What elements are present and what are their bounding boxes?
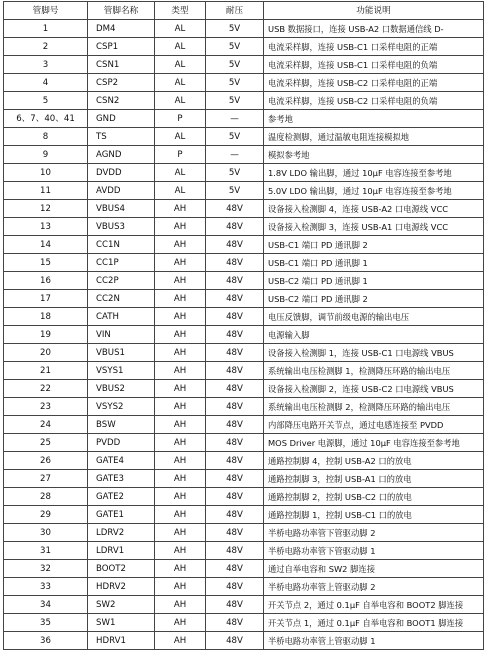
description-cell: 开关节点 2，通过 0.1μF 自举电容和 BOOT2 脚连接 xyxy=(264,596,484,614)
pin-number-cell: 19 xyxy=(4,326,88,344)
pin-type-cell: P xyxy=(155,146,206,164)
voltage-rating-cell: 48V xyxy=(206,362,264,380)
table-row xyxy=(4,254,484,272)
pin-number-cell: 12 xyxy=(4,200,88,218)
description-cell: MOS Driver 电源脚，通过 10μF 电容连接至参考地 xyxy=(264,434,484,452)
pin-name-cell: VBUS4 xyxy=(88,200,155,218)
pin-type-cell: AH xyxy=(155,308,206,326)
header-description: 功能说明 xyxy=(264,2,484,20)
table-row xyxy=(4,434,484,452)
description-cell: 模拟参考地 xyxy=(264,146,484,164)
table-row xyxy=(4,290,484,308)
table-row xyxy=(4,632,484,650)
table-row xyxy=(4,308,484,326)
voltage-rating-cell: 48V xyxy=(206,326,264,344)
pin-name-cell: BSW xyxy=(88,416,155,434)
voltage-rating-cell: 48V xyxy=(206,236,264,254)
voltage-rating-cell: 48V xyxy=(206,560,264,578)
pin-type-cell: AH xyxy=(155,506,206,524)
pin-name-cell: VBUS2 xyxy=(88,380,155,398)
table-row xyxy=(4,92,484,110)
pin-number-cell: 3 xyxy=(4,56,88,74)
description-cell: 通过自举电容和 SW2 脚连接 xyxy=(264,560,484,578)
table-row xyxy=(4,200,484,218)
pin-type-cell: AL xyxy=(155,164,206,182)
description-cell: 通路控制脚 3，控制 USB-A1 口的放电 xyxy=(264,470,484,488)
voltage-rating-cell: 48V xyxy=(206,632,264,650)
voltage-rating-cell: 48V xyxy=(206,344,264,362)
voltage-rating-cell: 5V xyxy=(206,74,264,92)
pin-type-cell: AL xyxy=(155,74,206,92)
pin-name-cell: GATE3 xyxy=(88,470,155,488)
pin-type-cell: AL xyxy=(155,128,206,146)
pin-name-cell: DVDD xyxy=(88,164,155,182)
description-cell: USB-C2 端口 PD 通讯脚 2 xyxy=(264,290,484,308)
table-row xyxy=(4,560,484,578)
description-cell: 参考地 xyxy=(264,110,484,128)
voltage-rating-cell: 48V xyxy=(206,380,264,398)
description-cell: USB-C1 端口 PD 通讯脚 2 xyxy=(264,236,484,254)
pin-number-cell: 36 xyxy=(4,632,88,650)
pin-name-cell: LDRV2 xyxy=(88,524,155,542)
voltage-rating-cell: 5V xyxy=(206,164,264,182)
pin-type-cell: AH xyxy=(155,434,206,452)
table-row xyxy=(4,542,484,560)
description-cell: 通路控制脚 1，控制 USB-C1 口的放电 xyxy=(264,506,484,524)
pin-number-cell: 1 xyxy=(4,20,88,38)
table-row xyxy=(4,488,484,506)
pin-number-cell: 9 xyxy=(4,146,88,164)
voltage-rating-cell: 5V xyxy=(206,20,264,38)
pin-name-cell: HDRV2 xyxy=(88,578,155,596)
pin-type-cell: AH xyxy=(155,380,206,398)
pin-name-cell: CC2N xyxy=(88,290,155,308)
pin-number-cell: 13 xyxy=(4,218,88,236)
table-row xyxy=(4,578,484,596)
voltage-rating-cell: 48V xyxy=(206,218,264,236)
pin-type-cell: AH xyxy=(155,398,206,416)
pin-name-cell: TS xyxy=(88,128,155,146)
description-cell: 电源输入脚 xyxy=(264,326,484,344)
pin-number-cell: 33 xyxy=(4,578,88,596)
voltage-rating-cell: 48V xyxy=(206,542,264,560)
pin-number-cell: 26 xyxy=(4,452,88,470)
pin-function-table xyxy=(3,1,484,650)
voltage-rating-cell: — xyxy=(206,146,264,164)
table-row xyxy=(4,416,484,434)
pin-number-cell: 5 xyxy=(4,92,88,110)
pin-number-cell: 35 xyxy=(4,614,88,632)
pin-type-cell: P xyxy=(155,110,206,128)
description-cell: 通路控制脚 2，控制 USB-C2 口的放电 xyxy=(264,488,484,506)
description-cell: 5.0V LDO 输出脚，通过 10μF 电容连接至参考地 xyxy=(264,182,484,200)
pin-type-cell: AH xyxy=(155,416,206,434)
table-row xyxy=(4,218,484,236)
pin-number-cell: 14 xyxy=(4,236,88,254)
pin-name-cell: VBUS3 xyxy=(88,218,155,236)
description-cell: 电流采样脚，连接 USB-C1 口采样电阻的负端 xyxy=(264,56,484,74)
pin-number-cell: 34 xyxy=(4,596,88,614)
pin-number-cell: 31 xyxy=(4,542,88,560)
pin-number-cell: 25 xyxy=(4,434,88,452)
pin-type-cell: AH xyxy=(155,254,206,272)
pin-type-cell: AH xyxy=(155,344,206,362)
pin-name-cell: AGND xyxy=(88,146,155,164)
pin-number-cell: 8 xyxy=(4,128,88,146)
voltage-rating-cell: 48V xyxy=(206,470,264,488)
pin-number-cell: 23 xyxy=(4,398,88,416)
description-cell: USB-C1 端口 PD 通讯脚 1 xyxy=(264,254,484,272)
description-cell: USB-C2 端口 PD 通讯脚 1 xyxy=(264,272,484,290)
table-row xyxy=(4,38,484,56)
voltage-rating-cell: 48V xyxy=(206,452,264,470)
description-cell: 通路控制脚 4，控制 USB-A2 口的放电 xyxy=(264,452,484,470)
table-row xyxy=(4,614,484,632)
pin-name-cell: LDRV1 xyxy=(88,542,155,560)
pin-number-cell: 28 xyxy=(4,488,88,506)
description-cell: 1.8V LDO 输出脚，通过 10μF 电容连接至参考地 xyxy=(264,164,484,182)
voltage-rating-cell: 48V xyxy=(206,254,264,272)
voltage-rating-cell: — xyxy=(206,110,264,128)
table-row xyxy=(4,398,484,416)
voltage-rating-cell: 48V xyxy=(206,506,264,524)
voltage-rating-cell: 48V xyxy=(206,596,264,614)
description-cell: 内部降压电路开关节点，通过电感连接至 PVDD xyxy=(264,416,484,434)
description-cell: 半桥电路功率管上管驱动脚 1 xyxy=(264,632,484,650)
description-cell: 电流采样脚，连接 USB-C2 口采样电阻的负端 xyxy=(264,92,484,110)
voltage-rating-cell: 48V xyxy=(206,416,264,434)
description-cell: USB 数据接口，连接 USB-A2 口数据通信线 D- xyxy=(264,20,484,38)
pin-number-cell: 20 xyxy=(4,344,88,362)
pin-type-cell: AH xyxy=(155,470,206,488)
pin-type-cell: AL xyxy=(155,20,206,38)
description-cell: 设备接入检测脚 2，连接 USB-C2 口电源线 VBUS xyxy=(264,380,484,398)
pin-type-cell: AH xyxy=(155,236,206,254)
pin-number-cell: 21 xyxy=(4,362,88,380)
pin-name-cell: HDRV1 xyxy=(88,632,155,650)
voltage-rating-cell: 48V xyxy=(206,434,264,452)
voltage-rating-cell: 48V xyxy=(206,614,264,632)
pin-name-cell: GND xyxy=(88,110,155,128)
table-row xyxy=(4,128,484,146)
table-row xyxy=(4,146,484,164)
pin-number-cell: 2 xyxy=(4,38,88,56)
table-header xyxy=(4,2,484,20)
pin-type-cell: AL xyxy=(155,38,206,56)
pin-type-cell: AH xyxy=(155,578,206,596)
voltage-rating-cell: 48V xyxy=(206,308,264,326)
pin-type-cell: AH xyxy=(155,218,206,236)
pin-number-cell: 18 xyxy=(4,308,88,326)
table-row xyxy=(4,326,484,344)
voltage-rating-cell: 48V xyxy=(206,272,264,290)
pin-name-cell: CC1P xyxy=(88,254,155,272)
voltage-rating-cell: 5V xyxy=(206,56,264,74)
pin-name-cell: CSN2 xyxy=(88,92,155,110)
voltage-rating-cell: 5V xyxy=(206,128,264,146)
pin-name-cell: AVDD xyxy=(88,182,155,200)
pin-name-cell: PVDD xyxy=(88,434,155,452)
header-type: 类型 xyxy=(155,2,206,20)
pin-type-cell: AH xyxy=(155,542,206,560)
table-row xyxy=(4,470,484,488)
pin-name-cell: CSN1 xyxy=(88,56,155,74)
description-cell: 电流采样脚，连接 USB-C1 口采样电阻的正端 xyxy=(264,38,484,56)
pin-name-cell: CC1N xyxy=(88,236,155,254)
voltage-rating-cell: 5V xyxy=(206,92,264,110)
table-row xyxy=(4,596,484,614)
description-cell: 设备接入检测脚 4，连接 USB-A2 口电源线 VCC xyxy=(264,200,484,218)
pin-type-cell: AH xyxy=(155,488,206,506)
table-row xyxy=(4,56,484,74)
pin-number-cell: 27 xyxy=(4,470,88,488)
header-voltage-rating: 耐压 xyxy=(206,2,264,20)
pin-number-cell: 32 xyxy=(4,560,88,578)
pin-name-cell: SW1 xyxy=(88,614,155,632)
pin-number-cell: 11 xyxy=(4,182,88,200)
pin-name-cell: DM4 xyxy=(88,20,155,38)
pin-name-cell: BOOT2 xyxy=(88,560,155,578)
pin-name-cell: GATE2 xyxy=(88,488,155,506)
description-cell: 系统输出电压检测脚 1，检测降压环路的输出电压 xyxy=(264,362,484,380)
table-row xyxy=(4,452,484,470)
voltage-rating-cell: 48V xyxy=(206,488,264,506)
description-cell: 半桥电路功率管下管驱动脚 2 xyxy=(264,524,484,542)
header-pin-name: 管脚名称 xyxy=(88,2,155,20)
description-cell: 系统输出电压检测脚 2，检测降压环路的输出电压 xyxy=(264,398,484,416)
pin-number-cell: 4 xyxy=(4,74,88,92)
pin-name-cell: VBUS1 xyxy=(88,344,155,362)
pin-type-cell: AL xyxy=(155,182,206,200)
pin-type-cell: AL xyxy=(155,56,206,74)
pin-number-cell: 30 xyxy=(4,524,88,542)
description-cell: 半桥电路功率管下管驱动脚 1 xyxy=(264,542,484,560)
header-row xyxy=(4,2,484,20)
table-row xyxy=(4,236,484,254)
pin-name-cell: VSYS1 xyxy=(88,362,155,380)
voltage-rating-cell: 48V xyxy=(206,290,264,308)
pin-name-cell: CATH xyxy=(88,308,155,326)
pin-type-cell: AH xyxy=(155,290,206,308)
description-cell: 设备接入检测脚 3，连接 USB-A1 口电源线 VCC xyxy=(264,218,484,236)
pin-number-cell: 16 xyxy=(4,272,88,290)
pin-type-cell: AL xyxy=(155,92,206,110)
pin-name-cell: GATE1 xyxy=(88,506,155,524)
table-row xyxy=(4,272,484,290)
pin-name-cell: VSYS2 xyxy=(88,398,155,416)
table-row xyxy=(4,164,484,182)
table-row xyxy=(4,524,484,542)
pin-type-cell: AH xyxy=(155,632,206,650)
pin-type-cell: AH xyxy=(155,200,206,218)
pin-type-cell: AH xyxy=(155,326,206,344)
description-cell: 温度检测脚，通过温敏电阻连接模拟地 xyxy=(264,128,484,146)
table-row xyxy=(4,110,484,128)
pin-number-cell: 15 xyxy=(4,254,88,272)
voltage-rating-cell: 48V xyxy=(206,524,264,542)
table-row xyxy=(4,182,484,200)
pin-type-cell: AH xyxy=(155,560,206,578)
pin-type-cell: AH xyxy=(155,614,206,632)
voltage-rating-cell: 48V xyxy=(206,398,264,416)
voltage-rating-cell: 48V xyxy=(206,578,264,596)
pin-name-cell: GATE4 xyxy=(88,452,155,470)
description-cell: 电压反馈脚，调节前级电源的输出电压 xyxy=(264,308,484,326)
pin-name-cell: VIN xyxy=(88,326,155,344)
table-body xyxy=(4,20,484,650)
pin-name-cell: CSP2 xyxy=(88,74,155,92)
pin-name-cell: CC2P xyxy=(88,272,155,290)
table-row xyxy=(4,380,484,398)
voltage-rating-cell: 48V xyxy=(206,200,264,218)
header-pin-number: 管脚号 xyxy=(4,2,88,20)
pin-number-cell: 17 xyxy=(4,290,88,308)
voltage-rating-cell: 5V xyxy=(206,38,264,56)
pin-number-cell: 22 xyxy=(4,380,88,398)
pin-number-cell: 10 xyxy=(4,164,88,182)
pin-type-cell: AH xyxy=(155,362,206,380)
pin-type-cell: AH xyxy=(155,452,206,470)
pin-number-cell: 6、7、40、41 xyxy=(4,110,88,128)
table-row xyxy=(4,20,484,38)
pin-name-cell: CSP1 xyxy=(88,38,155,56)
description-cell: 开关节点 1，通过 0.1μF 自举电容和 BOOT1 脚连接 xyxy=(264,614,484,632)
pin-type-cell: AH xyxy=(155,596,206,614)
table-row xyxy=(4,506,484,524)
description-cell: 设备接入检测脚 1，连接 USB-C1 口电源线 VBUS xyxy=(264,344,484,362)
pin-number-cell: 29 xyxy=(4,506,88,524)
table-row xyxy=(4,74,484,92)
voltage-rating-cell: 5V xyxy=(206,182,264,200)
table-row xyxy=(4,344,484,362)
pin-name-cell: SW2 xyxy=(88,596,155,614)
description-cell: 电流采样脚，连接 USB-C2 口采样电阻的正端 xyxy=(264,74,484,92)
pin-type-cell: AH xyxy=(155,524,206,542)
description-cell: 半桥电路功率管上管驱动脚 2 xyxy=(264,578,484,596)
pin-number-cell: 24 xyxy=(4,416,88,434)
table-row xyxy=(4,362,484,380)
pin-type-cell: AH xyxy=(155,272,206,290)
